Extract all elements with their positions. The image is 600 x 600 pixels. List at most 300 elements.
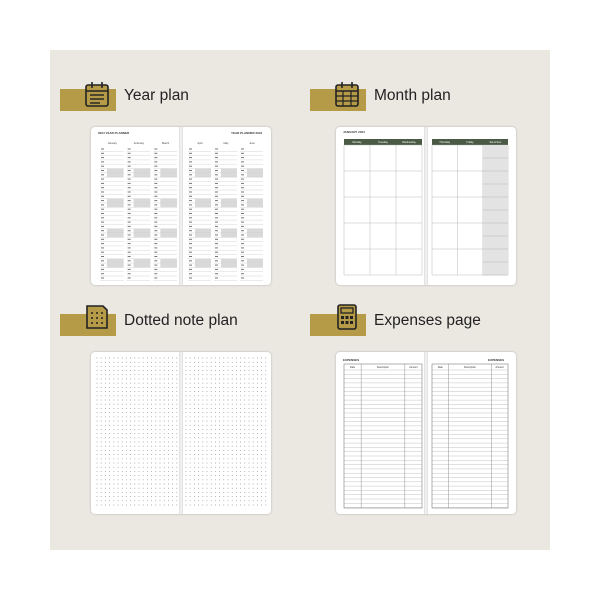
note-dot bbox=[257, 467, 258, 468]
note-dot bbox=[143, 433, 144, 434]
note-dot bbox=[244, 362, 245, 363]
note-dot bbox=[232, 358, 233, 359]
note-dot bbox=[244, 370, 245, 371]
note-dot bbox=[109, 475, 110, 476]
note-dot bbox=[168, 391, 169, 392]
note-dot bbox=[265, 421, 266, 422]
note-dot bbox=[134, 412, 135, 413]
note-dot bbox=[253, 404, 254, 405]
note-dot bbox=[97, 437, 98, 438]
column-header: Amount bbox=[495, 366, 504, 369]
note-dot bbox=[101, 450, 102, 451]
day-number bbox=[189, 161, 192, 162]
note-dot bbox=[228, 450, 229, 451]
note-dot bbox=[249, 450, 250, 451]
note-dot bbox=[139, 475, 140, 476]
note-dot bbox=[244, 416, 245, 417]
note-dot bbox=[219, 412, 220, 413]
note-dot bbox=[265, 450, 266, 451]
note-dot bbox=[176, 362, 177, 363]
note-dot bbox=[198, 488, 199, 489]
note-dot bbox=[97, 467, 98, 468]
note-dot bbox=[232, 421, 233, 422]
note-dot bbox=[257, 379, 258, 380]
note-dot bbox=[253, 492, 254, 493]
day-number bbox=[128, 247, 131, 248]
note-dot bbox=[155, 484, 156, 485]
note-dot bbox=[190, 391, 191, 392]
note-dot bbox=[97, 492, 98, 493]
note-dot bbox=[160, 379, 161, 380]
note-dot bbox=[134, 400, 135, 401]
note-dot bbox=[244, 421, 245, 422]
note-dot bbox=[172, 425, 173, 426]
note-dot bbox=[164, 492, 165, 493]
note-dot bbox=[122, 387, 123, 388]
note-dot bbox=[194, 412, 195, 413]
note-dot bbox=[215, 408, 216, 409]
note-dot bbox=[244, 379, 245, 380]
day-number bbox=[154, 265, 157, 266]
note-dot bbox=[194, 391, 195, 392]
note-dot bbox=[126, 454, 127, 455]
note-dot bbox=[168, 358, 169, 359]
note-dot bbox=[265, 471, 266, 472]
note-dot bbox=[232, 429, 233, 430]
note-dot bbox=[118, 374, 119, 375]
note-dot bbox=[186, 488, 187, 489]
note-dot bbox=[160, 387, 161, 388]
note-dot bbox=[122, 479, 123, 480]
note-dot bbox=[130, 400, 131, 401]
note-dot bbox=[109, 408, 110, 409]
note-dot bbox=[130, 425, 131, 426]
note-dot bbox=[228, 400, 229, 401]
year-plan-section bbox=[50, 50, 300, 300]
note-dot bbox=[244, 404, 245, 405]
note-dot bbox=[261, 358, 262, 359]
note-dot bbox=[249, 471, 250, 472]
note-dot bbox=[198, 446, 199, 447]
note-dot bbox=[261, 416, 262, 417]
note-dot bbox=[139, 362, 140, 363]
note-dot bbox=[97, 421, 98, 422]
note-dot bbox=[261, 429, 262, 430]
note-dot bbox=[97, 442, 98, 443]
note-dot bbox=[232, 408, 233, 409]
note-dot bbox=[143, 500, 144, 501]
note-dot bbox=[219, 433, 220, 434]
note-dot bbox=[232, 467, 233, 468]
weekend-row bbox=[134, 263, 151, 267]
day-number bbox=[101, 265, 104, 266]
note-dot bbox=[207, 408, 208, 409]
note-dot bbox=[207, 366, 208, 367]
day-number bbox=[215, 192, 218, 193]
note-dot bbox=[109, 471, 110, 472]
weekend-row bbox=[134, 199, 151, 203]
note-dot bbox=[143, 374, 144, 375]
note-dot bbox=[240, 479, 241, 480]
note-dot bbox=[168, 479, 169, 480]
note-dot bbox=[122, 484, 123, 485]
note-dot bbox=[147, 479, 148, 480]
note-dot bbox=[207, 374, 208, 375]
note-dot bbox=[122, 463, 123, 464]
note-dot bbox=[215, 458, 216, 459]
note-dot bbox=[265, 387, 266, 388]
note-dot bbox=[113, 488, 114, 489]
note-dot bbox=[257, 479, 258, 480]
note-dot bbox=[244, 433, 245, 434]
day-number bbox=[154, 200, 157, 201]
note-dot bbox=[190, 366, 191, 367]
note-dot bbox=[202, 383, 203, 384]
note-dot bbox=[97, 383, 98, 384]
note-dot bbox=[109, 425, 110, 426]
note-dot bbox=[198, 404, 199, 405]
note-dot bbox=[164, 471, 165, 472]
day-number bbox=[241, 247, 244, 248]
note-dot bbox=[202, 358, 203, 359]
note-dot bbox=[105, 458, 106, 459]
note-dot bbox=[236, 484, 237, 485]
note-dot bbox=[143, 395, 144, 396]
note-dot bbox=[253, 446, 254, 447]
day-number bbox=[128, 204, 131, 205]
expenses-section bbox=[300, 300, 550, 550]
day-header: Wednesday bbox=[402, 141, 416, 145]
note-dot bbox=[257, 416, 258, 417]
note-dot bbox=[232, 379, 233, 380]
note-dot bbox=[202, 370, 203, 371]
note-dot bbox=[186, 358, 187, 359]
note-dot bbox=[176, 484, 177, 485]
note-dot bbox=[126, 442, 127, 443]
note-dot bbox=[198, 471, 199, 472]
note-dot bbox=[249, 408, 250, 409]
note-dot bbox=[151, 425, 152, 426]
note-dot bbox=[202, 425, 203, 426]
note-dot bbox=[202, 484, 203, 485]
note-dot bbox=[223, 437, 224, 438]
weekend-row bbox=[195, 169, 211, 173]
note-dot bbox=[257, 404, 258, 405]
note-dot bbox=[101, 421, 102, 422]
note-dot bbox=[122, 400, 123, 401]
note-dot bbox=[223, 416, 224, 417]
note-dot bbox=[232, 505, 233, 506]
note-dot bbox=[202, 479, 203, 480]
note-dot bbox=[223, 471, 224, 472]
note-dot bbox=[190, 425, 191, 426]
note-dot bbox=[143, 421, 144, 422]
note-dot bbox=[147, 358, 148, 359]
note-dot bbox=[228, 366, 229, 367]
note-dot bbox=[147, 433, 148, 434]
note-dot bbox=[219, 374, 220, 375]
note-dot bbox=[126, 416, 127, 417]
note-dot bbox=[257, 383, 258, 384]
note-dot bbox=[130, 505, 131, 506]
note-dot bbox=[151, 471, 152, 472]
note-dot bbox=[101, 467, 102, 468]
note-dot bbox=[130, 463, 131, 464]
note-dot bbox=[155, 463, 156, 464]
note-dot bbox=[207, 442, 208, 443]
day-number bbox=[154, 209, 157, 210]
day-number bbox=[101, 213, 104, 214]
note-dot bbox=[155, 383, 156, 384]
note-dot bbox=[134, 379, 135, 380]
day-number bbox=[101, 278, 104, 279]
note-dot bbox=[130, 450, 131, 451]
note-dot bbox=[122, 442, 123, 443]
expenses-book bbox=[336, 352, 516, 514]
note-dot bbox=[211, 391, 212, 392]
day-number bbox=[215, 161, 218, 162]
note-dot bbox=[113, 433, 114, 434]
note-dot bbox=[253, 454, 254, 455]
month-grid bbox=[336, 127, 516, 285]
note-dot bbox=[207, 500, 208, 501]
day-number bbox=[215, 213, 218, 214]
note-dot bbox=[147, 454, 148, 455]
section-title: Expenses page bbox=[374, 312, 481, 329]
note-dot bbox=[194, 458, 195, 459]
note-dot bbox=[261, 374, 262, 375]
day-number bbox=[101, 200, 104, 201]
note-dot bbox=[215, 421, 216, 422]
note-dot bbox=[190, 400, 191, 401]
note-dot bbox=[190, 370, 191, 371]
dot-grid bbox=[91, 352, 271, 514]
note-dot bbox=[122, 458, 123, 459]
note-dot bbox=[168, 492, 169, 493]
note-dot bbox=[232, 425, 233, 426]
day-number bbox=[215, 179, 218, 180]
note-dot bbox=[249, 492, 250, 493]
note-dot bbox=[257, 488, 258, 489]
note-dot bbox=[143, 391, 144, 392]
note-dot bbox=[151, 463, 152, 464]
day-number bbox=[215, 252, 218, 253]
note-dot bbox=[186, 408, 187, 409]
day-number bbox=[101, 153, 104, 154]
note-dot bbox=[198, 412, 199, 413]
day-number bbox=[189, 239, 192, 240]
day-number bbox=[241, 192, 244, 193]
note-dot bbox=[134, 484, 135, 485]
note-dot bbox=[253, 458, 254, 459]
note-dot bbox=[232, 370, 233, 371]
note-dot bbox=[176, 412, 177, 413]
note-dot bbox=[160, 383, 161, 384]
note-dot bbox=[122, 496, 123, 497]
note-dot bbox=[113, 442, 114, 443]
note-dot bbox=[194, 467, 195, 468]
note-dot bbox=[109, 412, 110, 413]
note-dot bbox=[164, 442, 165, 443]
note-dot bbox=[257, 433, 258, 434]
note-dot bbox=[194, 400, 195, 401]
note-dot bbox=[198, 484, 199, 485]
note-dot bbox=[228, 379, 229, 380]
note-dot bbox=[130, 458, 131, 459]
dotted-page-icon bbox=[84, 303, 110, 331]
note-dot bbox=[215, 374, 216, 375]
note-dot bbox=[109, 467, 110, 468]
note-dot bbox=[172, 471, 173, 472]
note-dot bbox=[265, 446, 266, 447]
note-dot bbox=[265, 370, 266, 371]
note-dot bbox=[134, 387, 135, 388]
note-dot bbox=[190, 471, 191, 472]
note-dot bbox=[253, 442, 254, 443]
note-dot bbox=[249, 479, 250, 480]
note-dot bbox=[202, 488, 203, 489]
note-dot bbox=[219, 484, 220, 485]
note-dot bbox=[172, 492, 173, 493]
note-dot bbox=[176, 437, 177, 438]
note-dot bbox=[97, 463, 98, 464]
day-number bbox=[241, 235, 244, 236]
note-dot bbox=[168, 442, 169, 443]
note-dot bbox=[118, 400, 119, 401]
note-dot bbox=[113, 362, 114, 363]
note-dot bbox=[223, 362, 224, 363]
note-dot bbox=[253, 505, 254, 506]
note-dot bbox=[265, 458, 266, 459]
note-dot bbox=[244, 408, 245, 409]
note-dot bbox=[261, 454, 262, 455]
note-dot bbox=[126, 404, 127, 405]
note-dot bbox=[240, 358, 241, 359]
note-dot bbox=[253, 484, 254, 485]
note-dot bbox=[130, 358, 131, 359]
note-dot bbox=[176, 496, 177, 497]
note-dot bbox=[211, 404, 212, 405]
note-dot bbox=[151, 442, 152, 443]
note-dot bbox=[151, 404, 152, 405]
note-dot bbox=[130, 383, 131, 384]
note-dot bbox=[155, 446, 156, 447]
note-dot bbox=[261, 395, 262, 396]
note-dot bbox=[139, 387, 140, 388]
note-dot bbox=[240, 467, 241, 468]
note-dot bbox=[143, 454, 144, 455]
note-dot bbox=[160, 370, 161, 371]
note-dot bbox=[147, 383, 148, 384]
day-number bbox=[101, 174, 104, 175]
note-dot bbox=[176, 400, 177, 401]
note-dot bbox=[194, 358, 195, 359]
note-dot bbox=[126, 379, 127, 380]
day-number bbox=[154, 187, 157, 188]
note-dot bbox=[139, 496, 140, 497]
note-dot bbox=[186, 412, 187, 413]
note-dot bbox=[261, 391, 262, 392]
note-dot bbox=[244, 425, 245, 426]
note-dot bbox=[139, 446, 140, 447]
note-dot bbox=[134, 383, 135, 384]
note-dot bbox=[168, 362, 169, 363]
note-dot bbox=[118, 383, 119, 384]
day-number bbox=[241, 174, 244, 175]
note-dot bbox=[126, 366, 127, 367]
note-dot bbox=[118, 471, 119, 472]
note-dot bbox=[176, 433, 177, 434]
day-number bbox=[128, 174, 131, 175]
note-dot bbox=[194, 421, 195, 422]
note-dot bbox=[215, 505, 216, 506]
note-dot bbox=[186, 395, 187, 396]
day-number bbox=[189, 230, 192, 231]
day-number bbox=[189, 192, 192, 193]
note-dot bbox=[109, 416, 110, 417]
note-dot bbox=[139, 395, 140, 396]
note-dot bbox=[105, 437, 106, 438]
note-dot bbox=[219, 383, 220, 384]
note-dot bbox=[198, 479, 199, 480]
note-dot bbox=[194, 408, 195, 409]
note-dot bbox=[168, 370, 169, 371]
note-dot bbox=[130, 387, 131, 388]
note-dot bbox=[113, 391, 114, 392]
note-dot bbox=[134, 391, 135, 392]
note-dot bbox=[211, 408, 212, 409]
note-dot bbox=[232, 454, 233, 455]
note-dot bbox=[164, 425, 165, 426]
column-header: Description bbox=[464, 366, 476, 369]
day-number bbox=[128, 252, 131, 253]
weekend-row bbox=[107, 229, 124, 233]
note-dot bbox=[198, 383, 199, 384]
day-number bbox=[189, 247, 192, 248]
note-dot bbox=[186, 421, 187, 422]
note-dot bbox=[134, 500, 135, 501]
note-dot bbox=[147, 429, 148, 430]
note-dot bbox=[126, 467, 127, 468]
note-dot bbox=[249, 404, 250, 405]
note-dot bbox=[147, 416, 148, 417]
note-dot bbox=[164, 358, 165, 359]
note-dot bbox=[118, 416, 119, 417]
note-dot bbox=[130, 500, 131, 501]
note-dot bbox=[215, 400, 216, 401]
note-dot bbox=[172, 437, 173, 438]
note-dot bbox=[211, 366, 212, 367]
note-dot bbox=[244, 387, 245, 388]
note-dot bbox=[265, 362, 266, 363]
note-dot bbox=[126, 496, 127, 497]
note-dot bbox=[105, 425, 106, 426]
note-dot bbox=[151, 429, 152, 430]
day-number bbox=[215, 196, 218, 197]
note-dot bbox=[257, 387, 258, 388]
note-dot bbox=[147, 467, 148, 468]
note-dot bbox=[228, 484, 229, 485]
day-number bbox=[101, 157, 104, 158]
weekend-row bbox=[221, 199, 237, 203]
note-dot bbox=[236, 458, 237, 459]
note-dot bbox=[186, 400, 187, 401]
note-dot bbox=[151, 437, 152, 438]
note-dot bbox=[198, 362, 199, 363]
day-number bbox=[189, 200, 192, 201]
note-dot bbox=[186, 425, 187, 426]
note-dot bbox=[105, 450, 106, 451]
